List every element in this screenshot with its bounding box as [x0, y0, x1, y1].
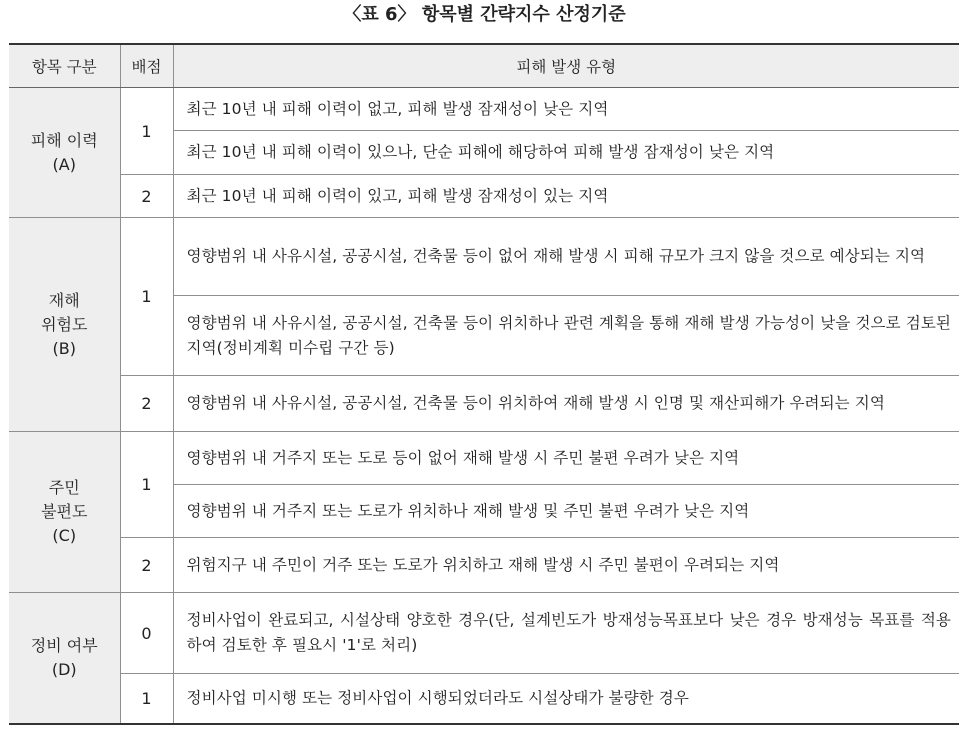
- category-cell: [9, 432, 120, 593]
- header-score: 배점: [120, 44, 173, 88]
- category-label: 주민: [48, 478, 80, 497]
- table-row: [9, 175, 959, 218]
- score-cell: 2: [120, 376, 173, 432]
- table-row: [9, 538, 959, 593]
- damage-type-cell: 영향범위 내 거주지 또는 도로가 위치하나 재해 발생 및 주민 불편 우려가 낮은 지역: [173, 485, 959, 538]
- header-category: 항목 구분: [9, 44, 120, 88]
- category-code: (B): [52, 338, 76, 358]
- damage-type-cell: 정비사업이 완료되고, 시설상태 양호한 경우(단, 설계빈도가 방재성능목표보다 낮은 경우 방재성능 목표를 적용하여 검토한 후 필요시 '1'로 처리): [173, 593, 959, 674]
- damage-type-cell: 최근 10년 내 피해 이력이 있으나, 단순 피해에 해당하여 피해 발생 잠재성이 낮은 지역: [173, 131, 959, 175]
- category-cell: [9, 88, 120, 218]
- category-label: 불편도: [41, 502, 88, 521]
- criteria-table: [9, 43, 959, 725]
- table-row: [9, 88, 959, 131]
- damage-type-cell: 영향범위 내 사유시설, 공공시설, 건축물 등이 위치하여 재해 발생 시 인명 및 재산피해가 우려되는 지역: [173, 376, 959, 432]
- category-cell: [9, 593, 120, 724]
- header-row: [9, 44, 959, 88]
- table-row: [9, 376, 959, 432]
- score-cell: 1: [120, 674, 173, 724]
- damage-type-cell: 최근 10년 내 피해 이력이 없고, 피해 발생 잠재성이 낮은 지역: [173, 88, 959, 131]
- category-code: (D): [51, 659, 77, 679]
- header-damage-type: 피해 발생 유형: [173, 44, 959, 88]
- score-cell: 1: [120, 218, 173, 376]
- category-label: 정비 여부: [30, 635, 98, 655]
- table-caption: 〈표 6〉 항목별 간략지수 산정기준: [343, 4, 626, 25]
- damage-type-cell: 최근 10년 내 피해 이력이 있고, 피해 발생 잠재성이 있는 지역: [173, 175, 959, 218]
- damage-type-cell: 영향범위 내 사유시설, 공공시설, 건축물 등이 위치하나 관련 계획을 통해 재해 발생 가능성이 낮을 것으로 검토된 지역(정비계획 미수립 구간 등): [173, 296, 959, 376]
- damage-type-cell: 정비사업 미시행 또는 정비사업이 시행되었더라도 시설상태가 불량한 경우: [173, 674, 959, 724]
- category-code: (A): [52, 154, 76, 174]
- category-label: 재해: [48, 290, 80, 310]
- score-cell: 2: [120, 175, 173, 218]
- score-cell: 1: [120, 88, 173, 175]
- damage-type-cell: 영향범위 내 거주지 또는 도로 등이 없어 재해 발생 시 주민 불편 우려가 낮은 지역: [173, 432, 959, 485]
- category-code: (C): [52, 526, 77, 545]
- score-cell: 1: [120, 432, 173, 538]
- table-row: [9, 432, 959, 485]
- damage-type-cell: 영향범위 내 사유시설, 공공시설, 건축물 등이 없어 재해 발생 시 피해 규모가 크지 않을 것으로 예상되는 지역: [173, 218, 959, 296]
- category-cell: [9, 218, 120, 432]
- category-label: 피해 이력: [30, 130, 98, 150]
- table-row: [9, 218, 959, 296]
- table-row: [9, 674, 959, 724]
- category-label: 위험도: [41, 314, 88, 334]
- score-cell: 0: [120, 593, 173, 674]
- damage-type-cell: 위험지구 내 주민이 거주 또는 도로가 위치하고 재해 발생 시 주민 불편이 우려되는 지역: [173, 538, 959, 593]
- score-cell: 2: [120, 538, 173, 593]
- table-row: [9, 593, 959, 674]
